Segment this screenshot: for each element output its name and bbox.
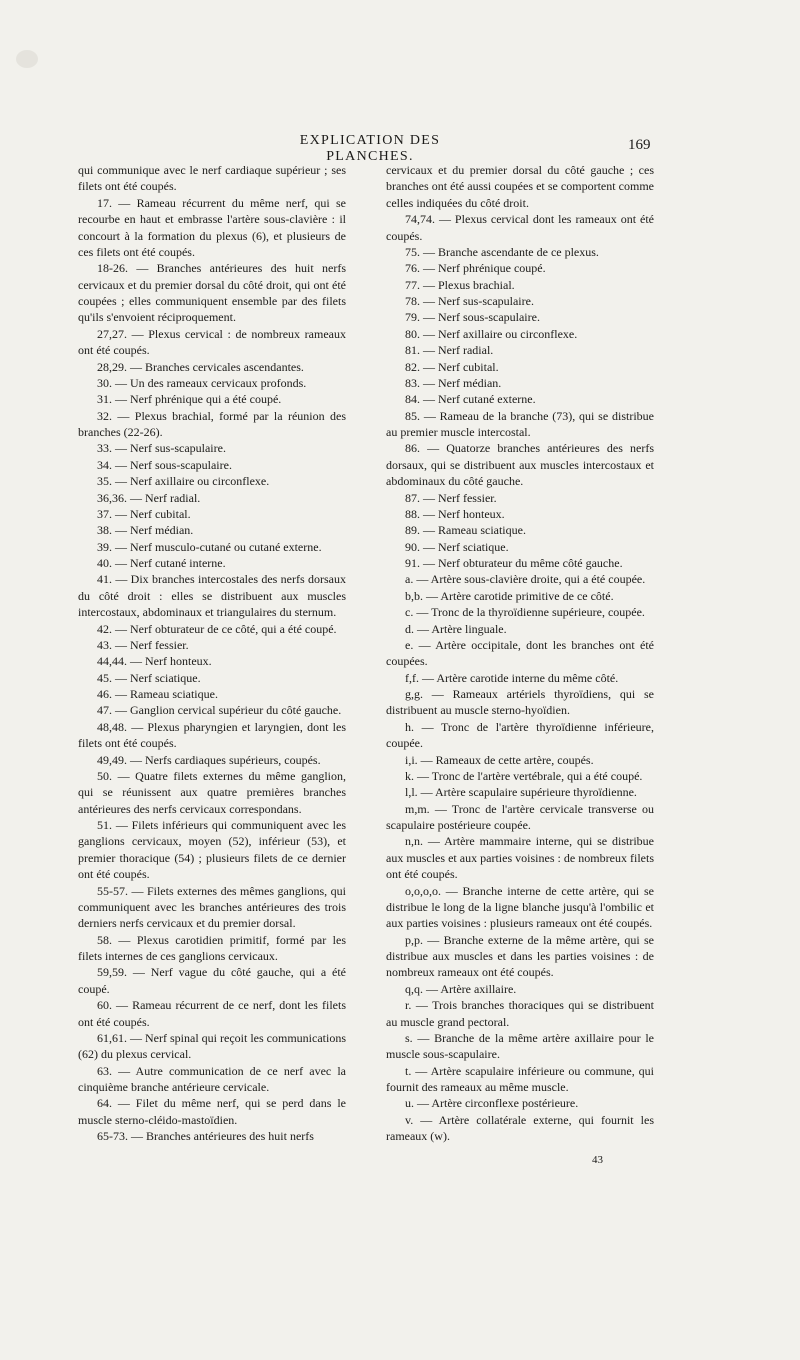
legend-entry: r. — Trois branches thoraciques qui se distribuent au muscle grand pectoral.: [386, 998, 654, 1029]
legend-entry: 78. — Nerf sus-scapulaire.: [405, 294, 534, 308]
legend-entry: 60. — Rameau récurrent de ce nerf, dont les filets ont été coupés.: [78, 998, 346, 1029]
legend-entry: 30. — Un des rameaux cervicaux profonds.: [97, 375, 307, 390]
legend-entry: 61,61. — Nerf spinal qui reçoit les communications (62) du plexus cervical.: [78, 1030, 346, 1062]
legend-entry: p,p. — Branche externe de la même artère, qui se distribue aux muscles et dans les parties voisines : de nombreux rameaux ont été coupés.: [386, 932, 654, 980]
legend-entry: 51. — Filets inférieurs qui communiquent avec les ganglions cervicaux, moyen (52), inférieur (53), et premier thoracique (54) ; plusieurs filets de ce dernier ont été coupés.: [78, 818, 346, 882]
legend-entry: a. — Artère sous-clavière droite, qui a été coupée.: [405, 572, 646, 587]
legend-entry: 33. — Nerf sus-scapulaire.: [97, 441, 226, 456]
legend-entry: 82. — Nerf cubital.: [405, 359, 499, 374]
legend-entry: 86. — Quatorze branches antérieures des nerfs dorsaux, qui se distribuent aux muscles intercostaux et abdominaux du côté gauche.: [386, 441, 654, 489]
legend-entry: n,n. — Artère mammaire interne, qui se distribue aux muscles et aux parties voisines : de nombreux filets ont été coupés.: [386, 834, 654, 882]
legend-entry: 49,49. — Nerfs cardiaques supérieurs, coupés.: [97, 752, 321, 767]
running-title: EXPLICATION DES PLANCHES.: [299, 133, 441, 164]
legend-entry: 46. — Rameau sciatique.: [97, 687, 218, 701]
legend-entry: qui communique avec le nerf cardiaque supérieur ; ses filets ont été coupés.: [78, 163, 346, 194]
legend-entry: c. — Tronc de la thyroïdienne supérieure, coupée.: [405, 605, 645, 620]
legend-entry: 65-73. — Branches antérieures des huit nerfs: [97, 1129, 314, 1144]
right-text-column: [386, 162, 654, 1145]
legend-entry: 41. — Dix branches intercostales des nerfs dorsaux du côté droit : elles se distribuent aux muscles intercostaux, abdominaux et triangulaires du sternum.: [78, 572, 346, 620]
legend-entry: 91. — Nerf obturateur du même côté gauche.: [405, 556, 623, 570]
legend-entry: v. — Artère collatérale externe, qui fournit les rameaux (w).: [386, 1112, 654, 1144]
legend-entry: 64. — Filet du même nerf, qui se perd dans le muscle sterno-cléido-mastoïdien.: [78, 1096, 346, 1127]
legend-entry: 85. — Rameau de la branche (73), qui se distribue au premier muscle intercostal.: [386, 408, 654, 439]
legend-entry: 38. — Nerf médian.: [97, 523, 194, 538]
legend-entry: 34. — Nerf sous-scapulaire.: [97, 457, 232, 472]
legend-entry: 77. — Plexus brachial.: [405, 277, 515, 292]
legend-entry: m,m. — Tronc de l'artère cervicale transverse ou scapulaire postérieure coupée.: [386, 801, 654, 832]
legend-entry: 89. — Rameau sciatique.: [405, 523, 526, 538]
legend-entry: 79. — Nerf sous-scapulaire.: [405, 310, 540, 325]
legend-entry: 55-57. — Filets externes des mêmes ganglions, qui communiquent avec les branches antérieures des trois derniers nerfs cervicaux et du premier dorsal.: [78, 883, 346, 931]
legend-entry: 42. — Nerf obturateur de ce côté, qui a été coupé.: [97, 621, 337, 636]
legend-entry: 59,59. — Nerf vague du côté gauche, qui a été coupé.: [78, 965, 346, 996]
legend-entry: 81. — Nerf radial.: [405, 343, 494, 358]
legend-entry: 35. — Nerf axillaire ou circonflexe.: [97, 474, 270, 489]
legend-entry: 18-26. — Branches antérieures des huit nerfs cervicaux et du premier dorsal du côté droit, qui ont été coupées ; elles communiquent ensemble par des filets qu'ils s'envoient réciproquement.: [78, 261, 346, 325]
legend-entry: 39. — Nerf musculo-cutané ou cutané externe.: [97, 539, 322, 554]
legend-entry: g,g. — Rameaux artériels thyroïdiens, qui se distribuent au muscle sterno-hyoïdien.: [386, 687, 654, 718]
legend-entry: 40. — Nerf cutané interne.: [97, 556, 226, 570]
legend-entry: d. — Artère linguale.: [405, 621, 507, 636]
legend-entry: 75. — Branche ascendante de ce plexus.: [405, 244, 599, 259]
page-header: [0, 133, 800, 164]
page-number: 169: [628, 137, 651, 153]
legend-entry: h. — Tronc de l'artère thyroïdienne inférieure, coupée.: [386, 719, 654, 751]
legend-entry: 28,29. — Branches cervicales ascendantes.: [97, 359, 304, 374]
legend-entry: 80. — Nerf axillaire ou circonflexe.: [405, 326, 578, 341]
legend-entry: 31. — Nerf phrénique qui a été coupé.: [97, 392, 282, 407]
legend-entry: 76. — Nerf phrénique coupé.: [405, 261, 546, 276]
legend-entry: o,o,o,o. — Branche interne de cette artère, qui se distribue le long de la ligne blanche jusqu'à l'ombilic et aux parties voisines : plusieurs rameaux ont été coupés.: [386, 883, 654, 931]
legend-entry: u. — Artère circonflexe postérieure.: [405, 1096, 579, 1111]
legend-entry: 74,74. — Plexus cervical dont les rameaux ont été coupés.: [386, 212, 654, 243]
legend-entry: s. — Branche de la même artère axillaire pour le muscle sous-scapulaire.: [386, 1030, 654, 1062]
legend-entry: cervicaux et du premier dorsal du côté gauche ; ces branches ont été aussi coupées et se comportent comme celles indiquées du côté droit.: [386, 163, 654, 210]
legend-entry: 88. — Nerf honteux.: [405, 506, 505, 521]
legend-entry: 44,44. — Nerf honteux.: [97, 654, 212, 669]
legend-entry: b,b. — Artère carotide primitive de ce côté.: [405, 588, 614, 603]
legend-entry: 45. — Nerf sciatique.: [97, 670, 201, 685]
legend-entry: 37. — Nerf cubital.: [97, 506, 191, 521]
legend-entry: 63. — Autre communication de ce nerf avec la cinquième branche antérieure cervicale.: [78, 1063, 346, 1094]
legend-entry: e. — Artère occipitale, dont les branches ont été coupées.: [386, 637, 654, 669]
legend-entry: f,f. — Artère carotide interne du même côté.: [405, 670, 619, 685]
paper-stain: [16, 50, 38, 68]
legend-entry: 27,27. — Plexus cervical : de nombreux rameaux ont été coupés.: [78, 326, 346, 358]
legend-entry: 48,48. — Plexus pharyngien et laryngien, dont les filets ont été coupés.: [78, 719, 346, 751]
legend-entry: 83. — Nerf médian.: [405, 375, 502, 390]
legend-entry: 87. — Nerf fessier.: [405, 490, 497, 505]
legend-entry: 84. — Nerf cutané externe.: [405, 392, 536, 407]
left-text-column: [78, 162, 346, 1145]
legend-entry: l,l. — Artère scapulaire supérieure thyroïdienne.: [405, 785, 637, 800]
legend-entry: 50. — Quatre filets externes du même ganglion, qui se réunissent aux quatre premières branches antérieures des nerfs cervicaux correspondans.: [78, 768, 346, 816]
legend-entry: 32. — Plexus brachial, formé par la réunion des branches (22-26).: [78, 408, 346, 439]
legend-entry: 90. — Nerf sciatique.: [405, 539, 509, 554]
legend-entry: q,q. — Artère axillaire.: [405, 981, 517, 996]
legend-entry: i,i. — Rameaux de cette artère, coupés.: [405, 752, 594, 767]
legend-entry: 58. — Plexus carotidien primitif, formé par les filets internes de ces ganglions cervicaux.: [78, 932, 346, 963]
signature-mark: 43: [592, 1154, 603, 1166]
legend-entry: 17. — Rameau récurrent du même nerf, qui se recourbe en haut et embrasse l'artère sous-clavière : il concourt à la formation du plexus (6), et plusieurs de ces filets ont été coupés.: [78, 195, 346, 259]
legend-entry: t. — Artère scapulaire inférieure ou commune, qui fournit des rameaux au même muscle.: [386, 1063, 654, 1094]
legend-entry: 43. — Nerf fessier.: [97, 637, 189, 652]
legend-entry: 47. — Ganglion cervical supérieur du côté gauche.: [97, 703, 342, 718]
legend-entry: 36,36. — Nerf radial.: [97, 490, 201, 505]
legend-entry: k. — Tronc de l'artère vertébrale, qui a été coupé.: [405, 768, 643, 783]
